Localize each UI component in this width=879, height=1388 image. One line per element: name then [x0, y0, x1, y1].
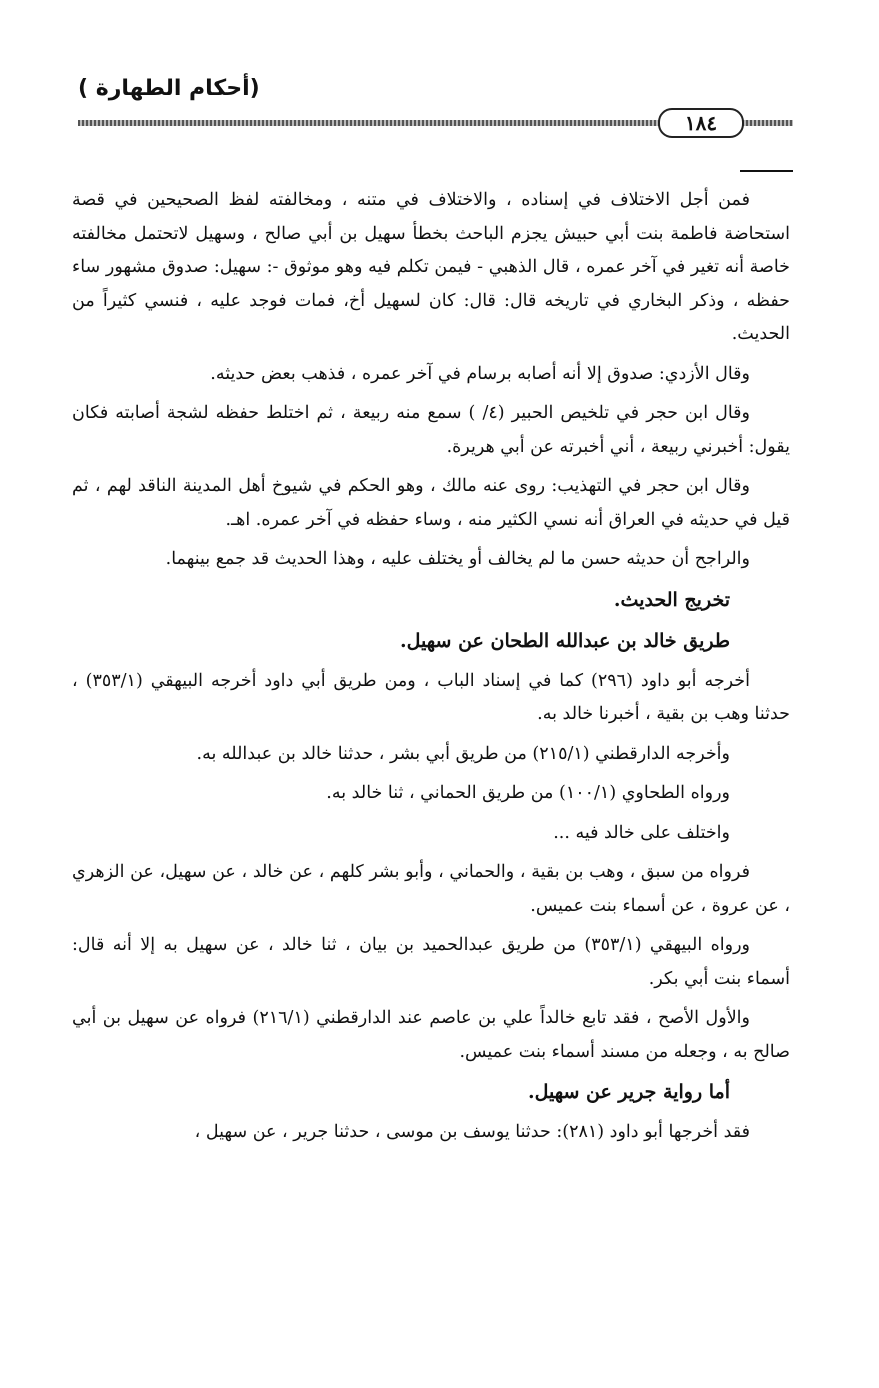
paragraph: واختلف على خالد فيه ... [553, 822, 730, 843]
paragraph: فمن أجل الاختلاف في إسناده ، والاختلاف في متنه ، ومخالفته لفظ الصحيحين في قصة استحاضة فاطمة بنت أبي حبيش يجزم الباحث بخطأ سهيل بن أبي صالح ، وسهيل لاتحتمل مخالفته خاصة أنه تغير في آخر عمره ، قال الذهبي - فيمن تكلم فيه وهو موثوق -: سهيل: صدوق مشهور ساء حفظه ، وذكر البخاري في تاريخه قال: قال: كان لسهيل أخ، فمات فوجد عليه ، فنسي كثيراً من الحديث. [72, 190, 790, 344]
section-heading: أما رواية جرير عن سهيل. [527, 1081, 730, 1103]
section-heading: طريق خالد بن عبدالله الطحان عن سهيل. [400, 629, 730, 652]
body-text [72, 184, 790, 1156]
paragraph: وقال ابن حجر في تلخيص الحبير (٤/ ) سمع منه ربيعة ، ثم اختلط حفظه لشجة أصابته فكان يقول: أخبرني ربيعة ، أني أخبرته عن أبي هريرة. [72, 403, 790, 457]
paragraph: وأخرجه الدارقطني (٢١٥/١) من طريق أبي بشر ، حدثنا خالد بن عبدالله به. [196, 743, 730, 764]
separator-rule [740, 170, 793, 172]
section-heading: تخريج الحديث. [613, 588, 730, 611]
page-header [78, 70, 793, 135]
paragraph: أخرجه أبو داود (٢٩٦) كما في إسناد الباب ، ومن طريق أبي داود أخرجه البيهقي (٣٥٣/١) ، حدثنا وهب بن بقية ، أخبرنا خالد به. [72, 670, 790, 724]
paragraph: ورواه الطحاوي (١٠٠/١) من طريق الحماني ، ثنا خالد به. [326, 783, 730, 803]
paragraph: والراجح أن حديثه حسن ما لم يخالف أو يختلف عليه ، وهذا الحديث قد جمع بينهما. [165, 549, 750, 569]
paragraph: وقال الأزدي: صدوق إلا أنه أصابه برسام في آخر عمره ، فذهب بعض حديثه. [210, 363, 750, 384]
paragraph: ورواه البيهقي (٣٥٣/١) من طريق عبدالحميد بن بيان ، ثنا خالد ، عن سهيل به إلا أنه قال: أسماء بنت أبي بكر. [72, 935, 790, 989]
paragraph: فقد أخرجها أبو داود (٢٨١): حدثنا يوسف بن موسى ، حدثنا جرير ، عن سهيل ، [194, 1122, 750, 1142]
paragraph: وقال ابن حجر في التهذيب: روى عنه مالك ، وهو الحكم في شيوخ أهل المدينة الناقد لهم ، ثم قيل في حديثه في العراق أنه نسي الكثير منه ، وساء حفظه في آخر عمره. اهـ. [72, 476, 790, 530]
book-title: (أحكام الطهارة ) [78, 76, 260, 101]
paragraph: والأول الأصح ، فقد تابع خالداً علي بن عاصم عند الدارقطني (٢١٦/١) فرواه عن سهيل بن أبي صالح به ، وجعله من مسند أسماء بنت عميس. [72, 1008, 790, 1062]
page-number: ١٨٤ [658, 108, 744, 138]
paragraph: فرواه من سبق ، وهب بن بقية ، والحماني ، وأبو بشر كلهم ، عن خالد ، عن سهيل، عن الزهري ، عن عروة ، عن أسماء بنت عميس. [72, 862, 790, 916]
